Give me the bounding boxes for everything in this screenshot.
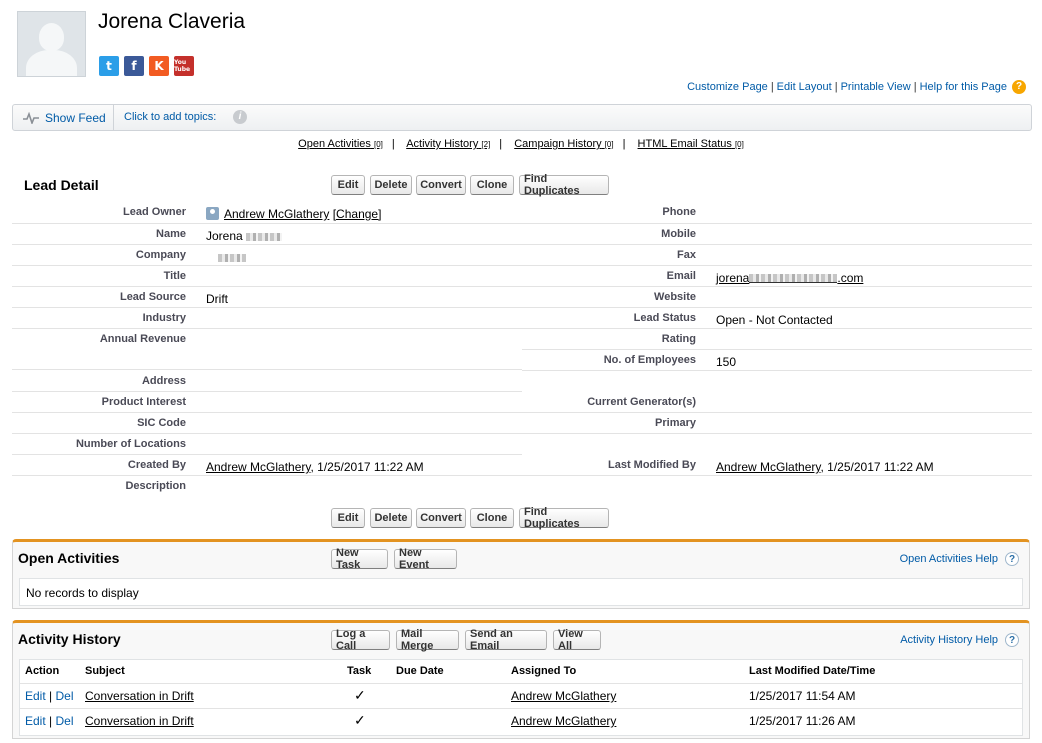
assigned-to-link[interactable]: Andrew McGlathery	[511, 714, 617, 728]
detail-row	[522, 413, 1032, 434]
social-icons	[99, 56, 194, 76]
lead-source-value: Drift	[206, 292, 228, 306]
created-by-label: Created By	[127, 459, 186, 471]
open-activities-list	[19, 578, 1023, 606]
detail-row	[522, 329, 1032, 350]
modified-date: 1/25/2017 11:26 AM	[749, 714, 856, 728]
current-generator-label: Current Generator(s)	[587, 396, 696, 408]
row-actions: Edit | Del	[25, 689, 74, 703]
info-icon[interactable]: i	[233, 110, 247, 124]
redacted-last-name	[246, 233, 282, 241]
detail-row	[522, 350, 1032, 371]
detail-row	[12, 413, 522, 434]
detail-row	[522, 203, 1032, 224]
table-row	[20, 708, 1022, 733]
address-label: Address	[141, 375, 186, 387]
help-icon: ?	[1005, 552, 1019, 566]
edit-link[interactable]: Edit	[25, 689, 46, 703]
delete-button[interactable]: Delete	[370, 175, 412, 195]
fax-label: Fax	[677, 249, 696, 261]
modified-date: 1/25/2017 11:54 AM	[749, 689, 856, 703]
company-label: Company	[135, 249, 186, 261]
lead-status-label: Lead Status	[633, 312, 696, 324]
row-actions: Edit | Del	[25, 714, 74, 728]
feed-bar	[12, 104, 1032, 131]
detail-row	[12, 308, 522, 329]
first-name: Jorena	[206, 229, 243, 243]
empty-message: No records to display	[26, 586, 139, 600]
page-title: Jorena Claveria	[98, 10, 246, 33]
delete-button-bottom[interactable]: Delete	[370, 508, 412, 528]
detail-row	[522, 224, 1032, 245]
add-topics-link[interactable]: Click to add topics:	[124, 111, 217, 123]
column-header: Due Date	[396, 665, 444, 677]
new-event-button[interactable]: New Event	[394, 549, 457, 569]
redacted-email	[749, 274, 837, 283]
column-header: Subject	[85, 665, 125, 677]
sic-code-label: SIC Code	[137, 417, 186, 429]
task-check-icon: ✓	[354, 712, 366, 728]
help-icon: ?	[1005, 633, 1019, 647]
open-activities-help[interactable]	[900, 552, 1019, 566]
column-header: Task	[347, 665, 372, 677]
last-modified-by-label: Last Modified By	[607, 459, 696, 471]
email-label: Email	[666, 270, 696, 282]
assigned-to-link[interactable]: Andrew McGlathery	[511, 689, 617, 703]
activity-history-title: Activity History	[18, 631, 121, 647]
email-suffix[interactable]: .com	[837, 271, 864, 285]
feed-pulse-icon	[23, 112, 39, 124]
industry-label: Industry	[142, 312, 186, 324]
send-email-button[interactable]: Send an Email	[465, 630, 547, 650]
task-check-icon: ✓	[354, 687, 366, 703]
find-duplicates-button-bottom[interactable]: Find Duplicates	[519, 508, 609, 528]
detail-row	[12, 266, 522, 287]
product-interest-label: Product Interest	[101, 396, 186, 408]
profile-avatar	[17, 11, 86, 77]
lead-owner-value	[206, 207, 381, 221]
clone-button[interactable]: Clone	[470, 175, 514, 195]
related-list-links: Open Activities [0] | Activity History [2] | Campaign History [0] | HTML Email Status [0]	[298, 138, 744, 150]
edit-button[interactable]: Edit	[331, 175, 365, 195]
printable-view-link[interactable]: Printable View	[840, 81, 911, 93]
log-a-call-button[interactable]: Log a Call	[331, 630, 390, 650]
html-email-status-link[interactable]: HTML Email Status [0]	[637, 138, 744, 150]
redacted-company	[218, 254, 246, 262]
youtube-icon[interactable]: You Tube	[174, 56, 194, 76]
employees-label: No. of Employees	[603, 354, 696, 366]
new-task-button[interactable]: New Task	[331, 549, 388, 569]
lead-status-value: Open - Not Contacted	[716, 313, 833, 327]
show-feed-label: Show Feed	[45, 110, 106, 125]
facebook-icon[interactable]: f	[124, 56, 144, 76]
avatar-head-shape	[39, 23, 64, 51]
column-header: Last Modified Date/Time	[749, 665, 876, 677]
convert-button[interactable]: Convert	[416, 175, 466, 195]
activity-history-help[interactable]	[900, 633, 1019, 647]
activity-history-help-label: Activity History Help	[900, 634, 998, 646]
primary-label: Primary	[655, 417, 696, 429]
number-of-locations-label: Number of Locations	[75, 438, 186, 450]
created-by-date: , 1/25/2017 11:22 AM	[310, 460, 424, 474]
delete-link[interactable]: Del	[55, 714, 74, 728]
rating-label: Rating	[661, 333, 696, 345]
delete-link[interactable]: Del	[55, 689, 74, 703]
activity-history-table	[19, 659, 1023, 736]
open-activities-help-label: Open Activities Help	[899, 553, 998, 565]
detail-row	[12, 329, 522, 370]
edit-layout-link[interactable]: Edit Layout	[776, 81, 832, 93]
clone-button-bottom[interactable]: Clone	[470, 508, 514, 528]
activity-history-section	[12, 620, 1030, 739]
created-by-link[interactable]: Andrew McGlathery	[206, 460, 311, 474]
subject-link[interactable]: Conversation in Drift	[85, 689, 194, 703]
avatar-body-shape	[26, 50, 77, 77]
subject-link[interactable]: Conversation in Drift	[85, 714, 194, 728]
view-all-button[interactable]: View All	[553, 630, 601, 650]
change-owner-link[interactable]: [Change]	[332, 207, 382, 221]
last-modified-date: , 1/25/2017 11:22 AM	[820, 460, 934, 474]
detail-row	[12, 371, 522, 392]
name-label: Name	[156, 228, 186, 240]
lead-owner-label: Lead Owner	[123, 206, 186, 218]
last-modified-by-link[interactable]: Andrew McGlathery	[716, 460, 821, 474]
klout-icon[interactable]: K	[149, 56, 169, 76]
website-label: Website	[654, 291, 696, 303]
column-header: Assigned To	[511, 665, 577, 677]
open-activities-section	[12, 539, 1030, 609]
help-for-page-link[interactable]: Help for this Page	[919, 81, 1007, 93]
open-activities-link[interactable]: Open Activities [0]	[298, 138, 383, 150]
company-value	[218, 250, 246, 264]
email-prefix[interactable]: jorena	[716, 271, 750, 285]
mobile-label: Mobile	[661, 228, 696, 240]
detail-row	[12, 245, 522, 266]
phone-label: Phone	[662, 206, 696, 218]
employees-value: 150	[716, 355, 737, 369]
name-value	[206, 229, 282, 243]
user-icon	[206, 207, 219, 220]
twitter-icon[interactable]: t	[99, 56, 119, 76]
help-icon[interactable]: ?	[1012, 80, 1026, 94]
open-activities-title: Open Activities	[18, 550, 120, 566]
edit-link[interactable]: Edit	[25, 714, 46, 728]
detail-row	[522, 245, 1032, 266]
lead-source-label: Lead Source	[119, 291, 186, 303]
last-modified-value	[716, 460, 934, 474]
lead-detail-title: Lead Detail	[24, 177, 99, 193]
edit-button-bottom[interactable]: Edit	[331, 508, 365, 528]
created-by-value	[206, 460, 424, 474]
mail-merge-button[interactable]: Mail Merge	[396, 630, 459, 650]
description-label: Description	[125, 480, 186, 492]
detail-row	[12, 287, 522, 308]
column-header: Action	[25, 665, 60, 677]
detail-row	[522, 287, 1032, 308]
convert-button-bottom[interactable]: Convert	[416, 508, 466, 528]
lead-owner-link[interactable]: Andrew McGlathery	[224, 207, 330, 221]
show-feed-button[interactable]	[13, 105, 114, 130]
customize-page-link[interactable]: Customize Page	[687, 81, 768, 93]
page-links: Customize Page | Edit Layout | Printable View | Help for this Page ?	[687, 80, 1026, 94]
email-value[interactable]	[716, 271, 863, 285]
title-label: Title	[163, 270, 186, 282]
activity-history-link[interactable]: Activity History [2]	[406, 138, 491, 150]
find-duplicates-button[interactable]: Find Duplicates	[519, 175, 609, 195]
table-row	[20, 683, 1022, 708]
detail-row	[12, 392, 522, 413]
campaign-history-link[interactable]: Campaign History [0]	[514, 138, 614, 150]
annual-revenue-label: Annual Revenue	[99, 333, 186, 345]
